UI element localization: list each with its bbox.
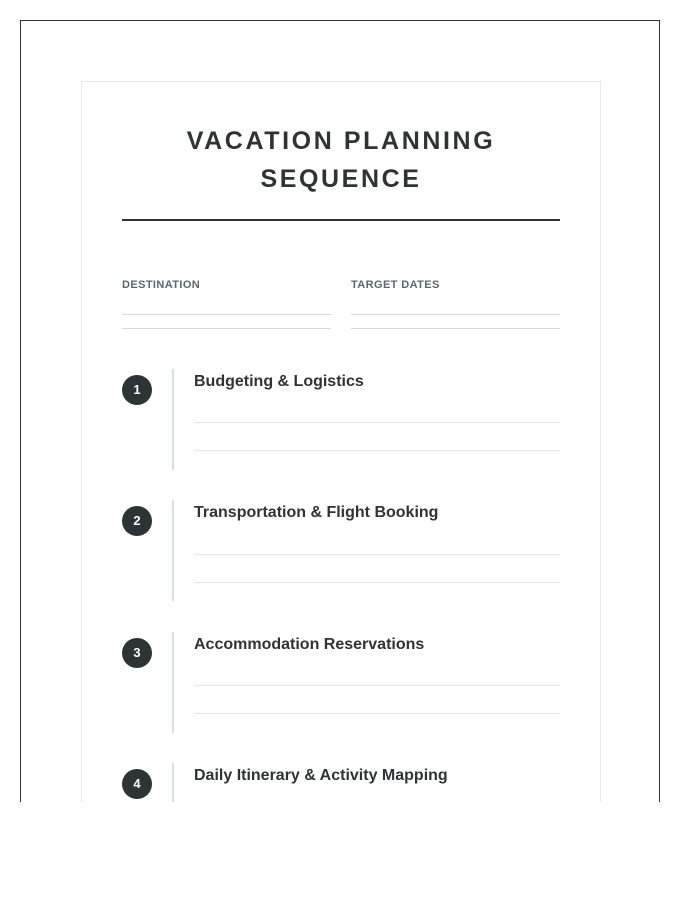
step-write-line[interactable] [194,713,560,714]
step-write-line[interactable] [194,685,560,686]
target-dates-label: TARGET DATES [351,279,440,291]
step-rail [172,369,174,470]
destination-label: DESTINATION [122,279,201,291]
step-write-line[interactable] [194,554,560,555]
step-write-line[interactable] [194,582,560,583]
destination-field[interactable] [122,278,331,292]
step-title: Budgeting & Logistics [194,373,364,390]
page-frame [20,20,660,802]
step-title: Accommodation Reservations [194,636,425,653]
step-rail [172,763,174,802]
target-dates-write-line [351,314,560,315]
destination-write-line [122,314,331,315]
step-number-badge: 3 [122,638,152,668]
step-title: Daily Itinerary & Activity Mapping [194,767,448,784]
step-rail [172,500,174,601]
step-rail [172,632,174,733]
step-number-badge: 4 [122,769,152,799]
step-write-line[interactable] [194,450,560,451]
planning-sheet [81,81,601,802]
step-title: Transportation & Flight Booking [194,504,439,521]
title-divider [122,219,560,221]
step-number-badge: 1 [122,375,152,405]
step-write-line[interactable] [194,422,560,423]
target-dates-write-line [351,328,560,329]
destination-write-line [122,328,331,329]
target-dates-field[interactable] [351,278,560,292]
page-title: VACATION PLANNING SEQUENCE [186,127,496,193]
step-number-badge: 2 [122,506,152,536]
